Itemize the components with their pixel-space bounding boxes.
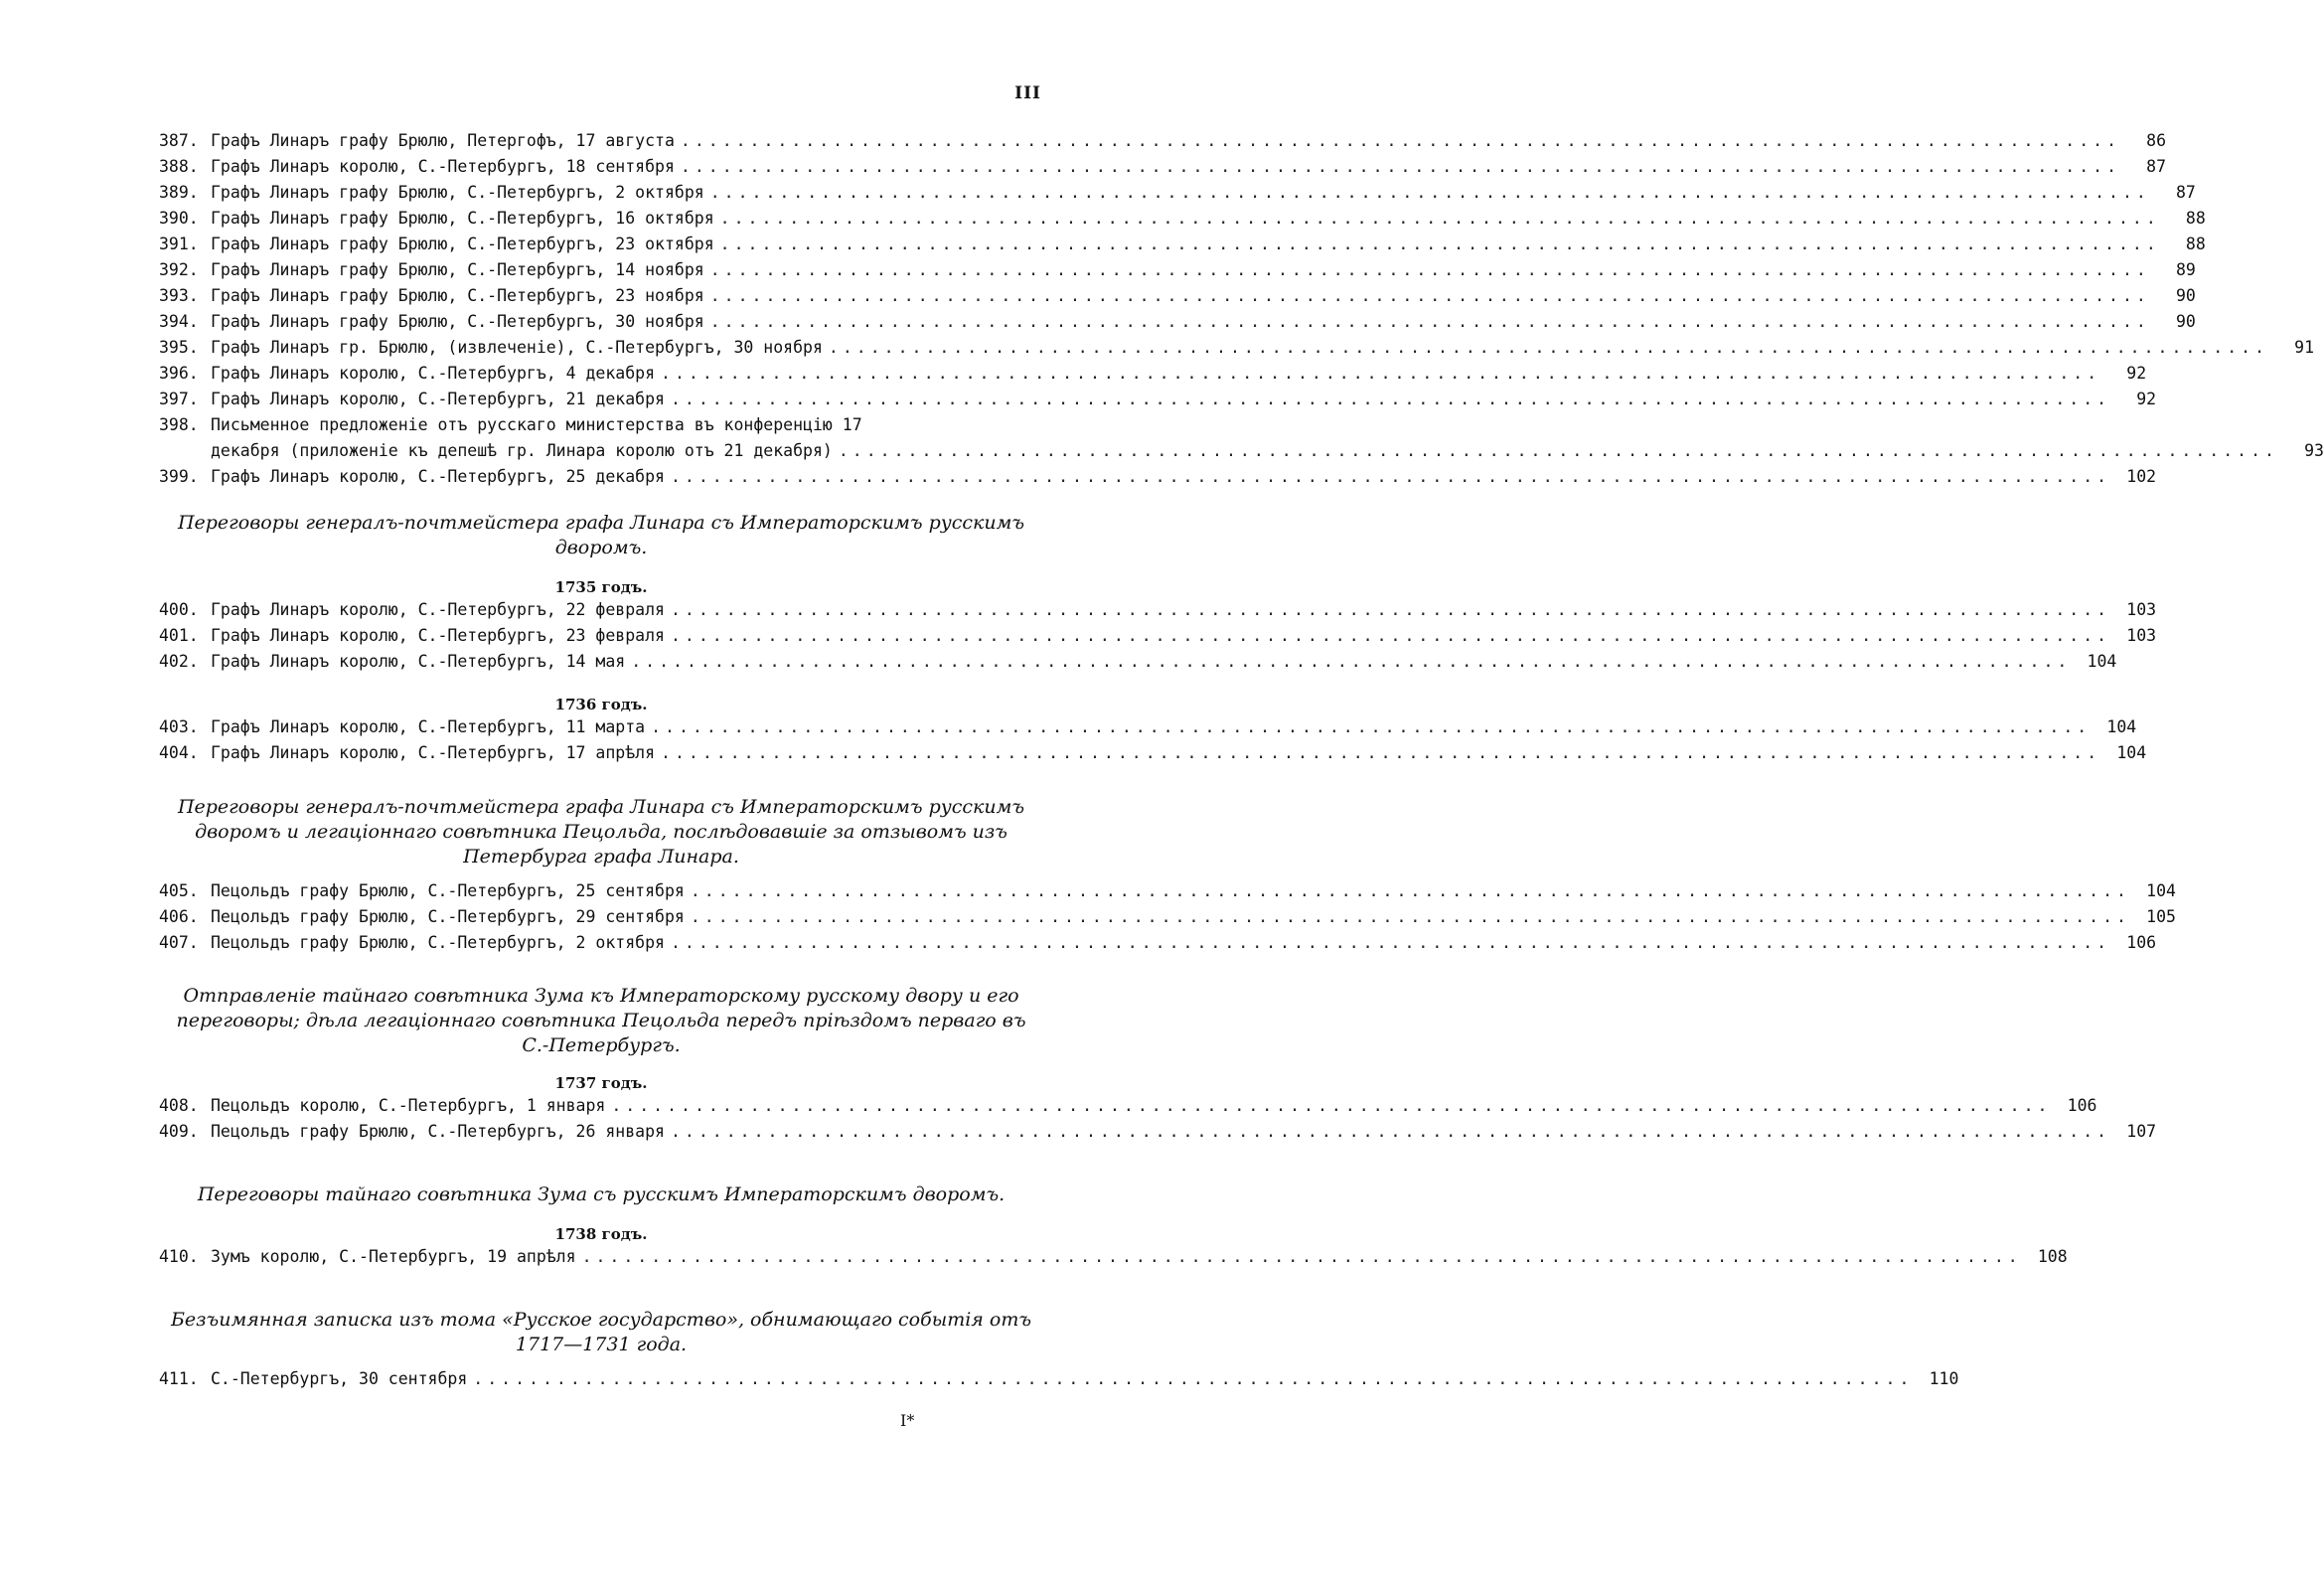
entry-page: 105 xyxy=(2146,907,2176,926)
entry-398-line-1 xyxy=(211,415,2324,441)
entry-text: Графъ Линаръ королю, С.-Петербургъ, 23 февраля xyxy=(211,626,665,645)
leader-dots xyxy=(720,235,2160,253)
entry-text: Графъ Линаръ графу Брюлю, С.-Петербургъ, 23 ноября xyxy=(211,286,704,305)
year-heading: 1735 годъ. xyxy=(554,578,648,596)
toc-entry xyxy=(159,881,2176,907)
leader-dots xyxy=(710,312,2150,331)
entry-page: 110 xyxy=(1929,1369,1959,1388)
toc-entry xyxy=(159,286,2196,312)
leader-dots xyxy=(661,743,2100,762)
entry-number: 401. xyxy=(159,626,199,645)
toc-entry xyxy=(159,626,2157,652)
toc-entry xyxy=(159,209,2206,235)
toc-entry-398 xyxy=(159,415,2324,467)
section-4-entries xyxy=(159,1096,2157,1148)
toc-entry xyxy=(159,260,2196,286)
toc-entry xyxy=(159,157,2167,183)
section-6 xyxy=(159,1308,1959,1395)
entry-text: Графъ Линаръ графу Брюлю, С.-Петербургъ, 23 октября xyxy=(211,235,714,253)
entry-number: 400. xyxy=(159,600,199,619)
entry-page: 86 xyxy=(2146,131,2167,150)
page-number: III xyxy=(1014,83,1041,103)
entry-text: Графъ Линаръ графу Брюлю, Петергофъ, 17 августа xyxy=(211,131,675,150)
entry-page: 108 xyxy=(2037,1247,2068,1266)
entry-number: 392. xyxy=(159,260,199,279)
leader-dots xyxy=(691,881,2130,900)
entry-number: 394. xyxy=(159,312,199,331)
section-heading: Переговоры генералъ-почтмейстера графа Линара съ Императорскимъ русскимъ дворомъ. xyxy=(177,512,1025,558)
section-2 xyxy=(159,511,2157,769)
leader-dots xyxy=(681,157,2120,176)
leader-dots xyxy=(671,600,2110,619)
toc-entries-387-397 xyxy=(159,131,2315,415)
entry-text: Графъ Линаръ графу Брюлю, С.-Петербургъ, 30 ноября xyxy=(211,312,704,331)
section-5 xyxy=(159,1183,2068,1273)
section-5-entries xyxy=(159,1247,2068,1273)
entry-text: Пецольдъ графу Брюлю, С.-Петербургъ, 26 января xyxy=(211,1122,665,1141)
toc-entry xyxy=(159,1122,2157,1148)
leader-dots xyxy=(671,1122,2110,1141)
entry-page: 107 xyxy=(2126,1122,2157,1141)
toc-entry xyxy=(159,183,2196,209)
leader-dots xyxy=(651,717,2091,736)
toc-entry xyxy=(159,312,2196,338)
entry-number: 406. xyxy=(159,907,199,926)
entry-page: 103 xyxy=(2126,600,2157,619)
entry-number: 404. xyxy=(159,743,199,762)
entry-page: 90 xyxy=(2175,286,2196,305)
toc-entry-399 xyxy=(159,467,2157,493)
toc-entry xyxy=(159,364,2147,390)
leader-dots xyxy=(671,933,2110,952)
entry-page: 102 xyxy=(2126,467,2157,486)
entry-page: 104 xyxy=(2146,881,2176,900)
entry-398-body xyxy=(211,415,2324,467)
entry-text: Графъ Линаръ королю, С.-Петербургъ, 18 сентября xyxy=(211,157,675,176)
toc-entry xyxy=(159,1247,2068,1273)
entry-text: Пецольдъ графу Брюлю, С.-Петербургъ, 29 сентября xyxy=(211,907,685,926)
entry-page: 104 xyxy=(2106,717,2137,736)
entry-text: Графъ Линаръ графу Брюлю, С.-Петербургъ, 16 октября xyxy=(211,209,714,228)
leader-dots xyxy=(582,1247,2022,1266)
toc-entry xyxy=(159,338,2315,364)
entry-number: 395. xyxy=(159,338,199,357)
entry-text: Графъ Линаръ королю, С.-Петербургъ, 17 апрѣля xyxy=(211,743,656,762)
toc-entry xyxy=(159,933,2157,959)
entry-text: Графъ Линаръ королю, С.-Петербургъ, 4 декабря xyxy=(211,364,656,383)
document-page xyxy=(159,79,2324,1471)
entry-text: Письменное предложеніе отъ русскаго министерства въ конференцію 17 xyxy=(211,415,862,434)
section-4 xyxy=(159,984,2157,1148)
entry-398-line-2 xyxy=(211,441,2324,467)
entry-text: Графъ Линаръ королю, С.-Петербургъ, 25 декабря xyxy=(211,467,665,486)
entry-number: 398. xyxy=(159,415,199,434)
leader-dots xyxy=(631,652,2071,671)
leader-dots xyxy=(473,1369,1913,1388)
entry-number: 408. xyxy=(159,1096,199,1115)
leader-dots xyxy=(671,626,2110,645)
entry-number: 410. xyxy=(159,1247,199,1266)
entry-page: 93 xyxy=(2304,441,2324,460)
leader-dots xyxy=(691,907,2130,926)
section-3 xyxy=(159,795,2176,959)
entry-text: Пецольдъ графу Брюлю, С.-Петербургъ, 2 октября xyxy=(211,933,665,952)
entry-text: Графъ Линаръ графу Брюлю, С.-Петербургъ, 14 ноября xyxy=(211,260,704,279)
entry-page: 87 xyxy=(2175,183,2196,202)
leader-dots xyxy=(839,441,2278,460)
toc-group-1 xyxy=(159,131,2324,493)
entry-number: 402. xyxy=(159,652,199,671)
toc-entry xyxy=(159,743,2147,769)
section-6-entries xyxy=(159,1369,1959,1395)
entry-number: 396. xyxy=(159,364,199,383)
toc-entry xyxy=(159,235,2206,260)
entry-text: Зумъ королю, С.-Петербургъ, 19 апрѣля xyxy=(211,1247,576,1266)
entry-text: Графъ Линаръ гр. Брюлю, (извлеченіе), С.-Петербургъ, 30 ноября xyxy=(211,338,823,357)
entry-text: Графъ Линаръ королю, С.-Петербургъ, 14 мая xyxy=(211,652,626,671)
section-heading: Безъимянная записка изъ тома «Русское государство», обнимающаго событія отъ 1717—1731 года. xyxy=(170,1309,1032,1355)
section-heading: Переговоры тайнаго совѣтника Зума съ русскимъ Императорскимъ дворомъ. xyxy=(197,1184,1006,1205)
toc-entry xyxy=(159,1369,1959,1395)
entry-text: Графъ Линаръ королю, С.-Петербургъ, 21 декабря xyxy=(211,390,665,408)
entry-text: Графъ Линаръ графу Брюлю, С.-Петербургъ, 2 октября xyxy=(211,183,704,202)
entry-number: 397. xyxy=(159,390,199,408)
section-2-entries-1736 xyxy=(159,717,2147,769)
entry-page: 87 xyxy=(2146,157,2167,176)
entry-number: 390. xyxy=(159,209,199,228)
leader-dots xyxy=(661,364,2100,383)
entry-number: 409. xyxy=(159,1122,199,1141)
leader-dots xyxy=(681,131,2120,150)
leader-dots xyxy=(611,1096,2051,1115)
entry-page: 92 xyxy=(2136,390,2157,408)
leader-dots xyxy=(710,286,2150,305)
entry-page: 90 xyxy=(2175,312,2196,331)
leader-dots xyxy=(671,467,2110,486)
section-2-entries-1735 xyxy=(159,600,2157,678)
entry-page: 103 xyxy=(2126,626,2157,645)
entry-number: 388. xyxy=(159,157,199,176)
leader-dots xyxy=(710,183,2150,202)
entry-page: 106 xyxy=(2067,1096,2097,1115)
entry-page: 88 xyxy=(2185,235,2206,253)
toc-entry xyxy=(159,131,2167,157)
leader-dots xyxy=(671,390,2110,408)
entry-text: Пецольдъ королю, С.-Петербургъ, 1 января xyxy=(211,1096,606,1115)
entry-page: 91 xyxy=(2294,338,2315,357)
entry-number: 399. xyxy=(159,467,199,486)
toc-entry xyxy=(159,717,2137,743)
entry-page: 89 xyxy=(2175,260,2196,279)
entry-page: 104 xyxy=(2116,743,2147,762)
entry-text: Графъ Линаръ королю, С.-Петербургъ, 22 февраля xyxy=(211,600,665,619)
section-heading: Отправленіе тайнаго совѣтника Зума къ Императорскому русскому двору и его переговоры; дѣла легаціоннаго совѣтника Пецольда передъ пріѣздомъ перваго въ С.-Петербургъ. xyxy=(176,985,1026,1056)
entry-number: 411. xyxy=(159,1369,199,1388)
entry-number: 405. xyxy=(159,881,199,900)
toc-entry xyxy=(159,1096,2097,1122)
entry-text: С.-Петербургъ, 30 сентября xyxy=(211,1369,468,1388)
entry-number: 391. xyxy=(159,235,199,253)
entry-number: 387. xyxy=(159,131,199,150)
entry-page: 92 xyxy=(2126,364,2147,383)
year-heading: 1737 годъ. xyxy=(554,1074,648,1092)
entry-text: декабря (приложеніе къ депешѣ гр. Линара королю отъ 21 декабря) xyxy=(211,441,833,460)
entry-page: 104 xyxy=(2087,652,2117,671)
leader-dots xyxy=(829,338,2268,357)
entry-number: 407. xyxy=(159,933,199,952)
toc-entry xyxy=(159,390,2157,415)
toc-entry xyxy=(159,600,2157,626)
entry-number: 403. xyxy=(159,717,199,736)
year-heading: 1738 годъ. xyxy=(554,1225,648,1243)
leader-dots xyxy=(710,260,2150,279)
entry-text: Графъ Линаръ королю, С.-Петербургъ, 11 марта xyxy=(211,717,646,736)
leader-dots xyxy=(720,209,2160,228)
toc-entry xyxy=(159,907,2176,933)
section-heading: Переговоры генералъ-почтмейстера графа Линара съ Императорскимъ русскимъ дворомъ и легаціоннаго совѣтника Пецольда, послѣдовавшіе за отзывомъ изъ Петербурга графа Линара. xyxy=(177,796,1025,868)
entry-page: 88 xyxy=(2185,209,2206,228)
entry-page: 106 xyxy=(2126,933,2157,952)
entry-number: 393. xyxy=(159,286,199,305)
toc-entry xyxy=(159,652,2117,678)
section-3-entries xyxy=(159,881,2176,959)
signature-mark: I* xyxy=(900,1411,915,1430)
year-heading: 1736 годъ. xyxy=(554,696,648,713)
entry-number: 389. xyxy=(159,183,199,202)
entry-text: Пецольдъ графу Брюлю, С.-Петербургъ, 25 сентября xyxy=(211,881,685,900)
